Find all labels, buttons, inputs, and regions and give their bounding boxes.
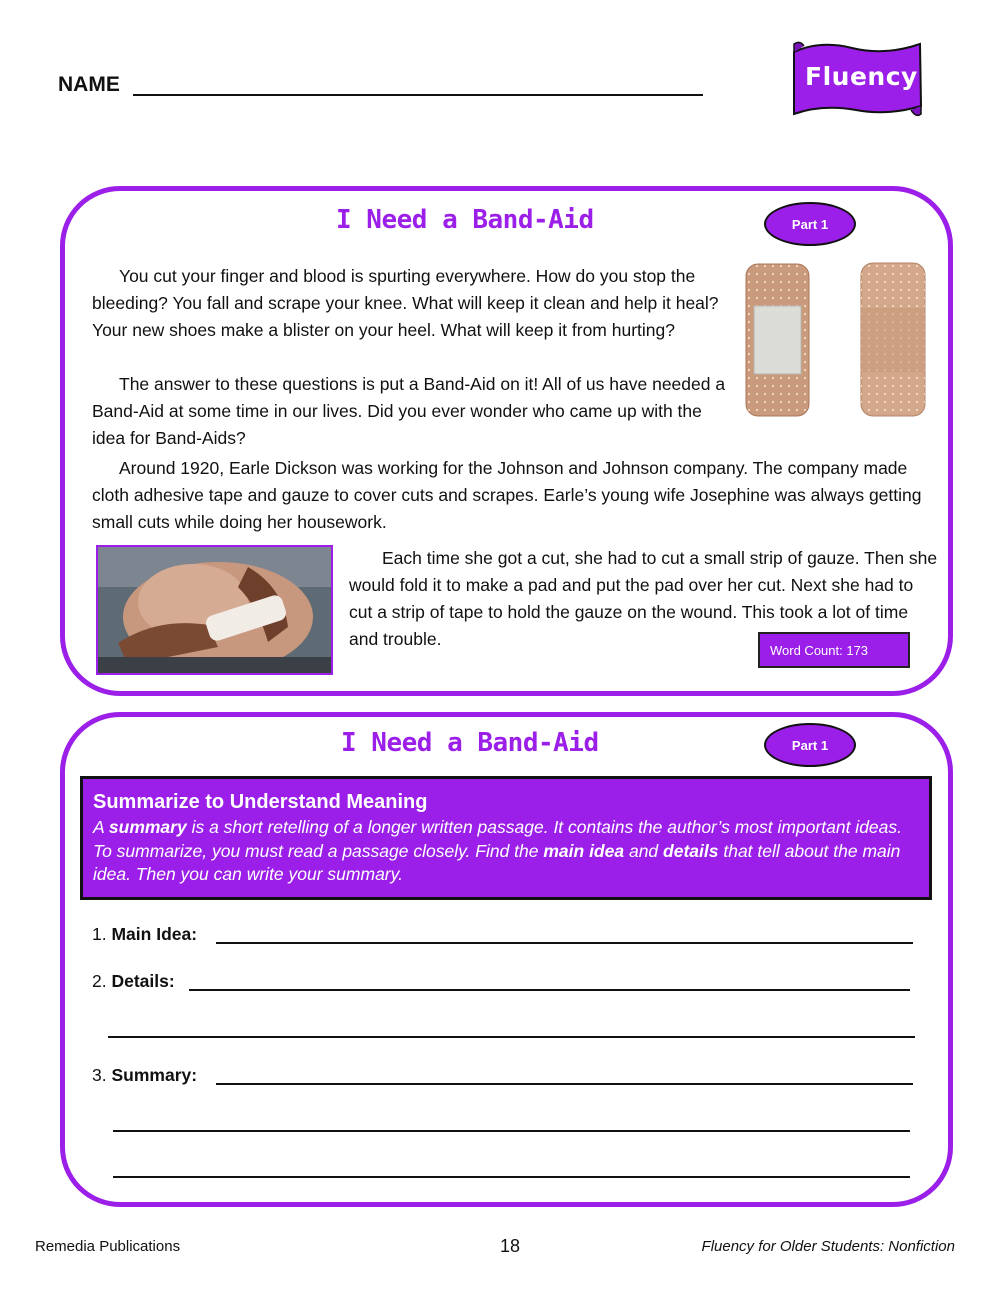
band-aid-front-icon: [746, 264, 809, 416]
main-idea-answer-line[interactable]: [216, 942, 913, 944]
details-answer-line-2[interactable]: [108, 1036, 915, 1038]
part-badge-2: Part 1: [764, 723, 856, 767]
banner-label: Fluency: [805, 62, 918, 91]
footer-book-title: Fluency for Older Students: Nonfiction: [701, 1238, 955, 1255]
word-count-label: Word Count: 173: [758, 632, 910, 668]
part-badge: Part 1: [764, 202, 856, 246]
knee-bandage-photo: [96, 545, 333, 675]
page-number: 18: [500, 1236, 521, 1256]
question-main-idea: 1. Main Idea:: [92, 924, 198, 944]
name-label: NAME: [58, 73, 120, 96]
passage-title: I Need a Band-Aid: [336, 205, 594, 235]
band-aid-back-icon: [861, 263, 925, 416]
instructions-heading: Summarize to Understand Meaning: [93, 791, 428, 813]
summary-answer-line-2[interactable]: [113, 1130, 910, 1132]
paragraph-3: Around 1920, Earle Dickson was working for the Johnson and Johnson company. The company made cloth adhesive tape and gauze to cover cuts and scrapes. Earle’s young wife Josephine was always getting small cuts while doing her housework.: [92, 458, 922, 532]
question-summary: 3. Summary:: [92, 1065, 198, 1085]
instructions-text: A summary is a short retelling of a longer written passage. It contains the author’s most important ideas. To summarize, you must read a passage closely. Find the main idea and details that tell about the main idea. Then you can write your summary.: [93, 817, 903, 884]
question-details: 2. Details:: [92, 971, 175, 991]
summary-card-title: I Need a Band-Aid: [341, 728, 599, 758]
paragraph-1: You cut your finger and blood is spurting everywhere. How do you stop the bleeding? You fall and scrape your knee. What will keep it clean and help it heal? Your new shoes make a blister on your heel. What will keep it from hurting?: [92, 266, 719, 340]
summary-answer-line-1[interactable]: [216, 1083, 913, 1085]
band-aid-illustration: [745, 262, 927, 419]
summary-answer-line-3[interactable]: [113, 1176, 910, 1178]
name-line[interactable]: [133, 94, 703, 96]
details-answer-line-1[interactable]: [189, 989, 910, 991]
footer-publisher: Remedia Publications: [35, 1238, 181, 1255]
paragraph-4: Each time she got a cut, she had to cut a small strip of gauze. Then she would fold it to make a pad and put the pad over her cut. Next she had to cut a strip of tape to hold the gauze on the wound. This took a lot of time and trouble.: [349, 548, 938, 649]
paragraph-2: The answer to these questions is put a Band-Aid on it! All of us have needed a Band-Aid at some time in our lives. Did you ever wonder who came up with the idea for Band-Aids?: [92, 374, 726, 448]
summarize-instructions-box: [80, 776, 932, 900]
